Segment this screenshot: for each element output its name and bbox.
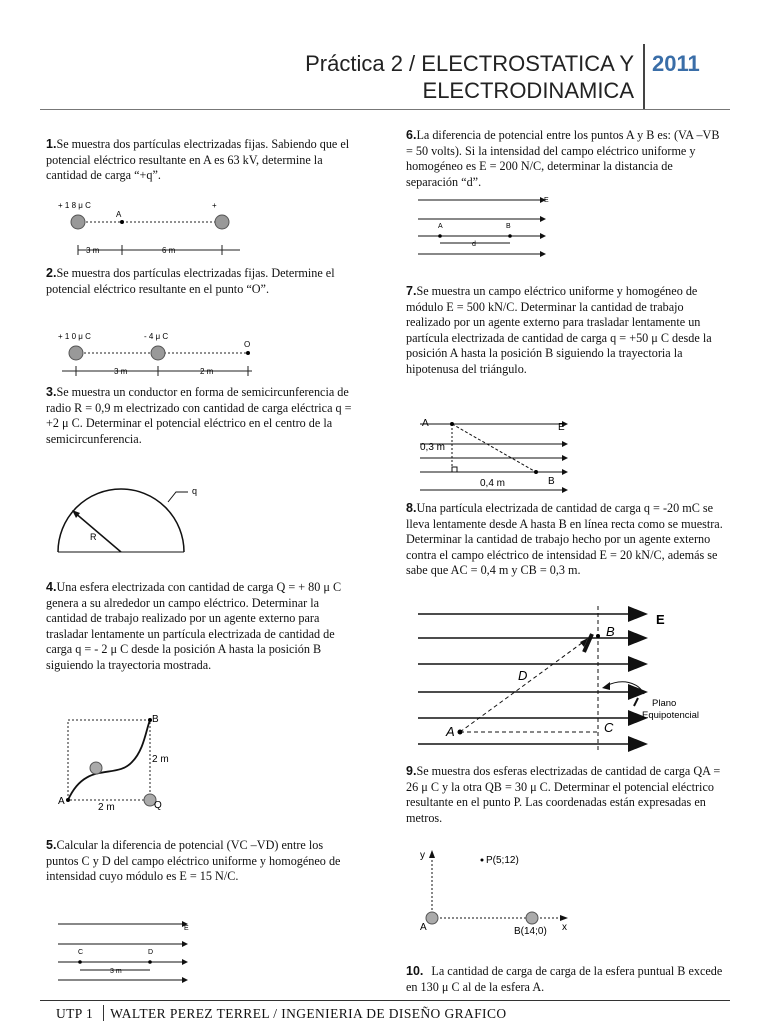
fig-label: 3 m — [110, 968, 122, 975]
problem-1 — [46, 137, 366, 184]
fig-label: B — [548, 476, 555, 487]
sphere-a — [426, 912, 438, 924]
fig-label: D — [518, 668, 528, 683]
figure-4 — [56, 710, 196, 816]
fig-label: O — [244, 340, 251, 349]
sphere-b — [526, 912, 538, 924]
problem-number: 2. — [46, 266, 57, 280]
figure-8 — [416, 602, 716, 754]
fig-label: B(14;0) — [514, 926, 547, 937]
trajectory — [68, 720, 150, 800]
problem-text: Una esfera electrizada con cantidad de carga Q = + 80 μ C genera a su alrededor un campo eléctrico. Determinar la cantidad de trabajo realizado por un agente externo para trasladar lentamente un partícula electrizada de cantidad de carga q = - 2 μ C desde la posición A hasta la posición B siguiendo la trayectoria mostrada. — [46, 580, 342, 672]
problem-4 — [46, 580, 358, 674]
problem-number: 6. — [406, 128, 417, 142]
header-divider — [643, 44, 645, 110]
point-o — [246, 351, 250, 355]
problem-2 — [46, 266, 366, 297]
fig-label: + 1 0 μ C — [58, 332, 91, 341]
page-title — [214, 50, 634, 104]
problem-text: Se muestra un conductor en forma de semicircunferencia de radio R = 0,9 m electrizado con cantidad de carga eléctrica q = +2 μ C. Determinar el potencial eléctrico en el centro de la semicircunferencia. — [46, 385, 352, 446]
problem-text: La diferencia de potencial entre los puntos A y B es: (VA –VB = 50 volts). Si la intensidad del campo eléctrico uniforme y homogéneo es E = 200 N/C, determinar la distancia de separación “d”. — [406, 128, 720, 189]
fig-label: 6 m — [162, 246, 176, 255]
problem-text: Se muestra dos partículas electrizadas fijas. Determine el potencial eléctrico resultante en el punto “O”. — [46, 266, 335, 296]
fig-label: 3 m — [114, 367, 128, 376]
fig-label: A — [438, 223, 443, 230]
fig-label: A — [422, 418, 429, 429]
problem-9 — [406, 764, 726, 826]
fig-label: D — [148, 949, 154, 956]
hypotenuse — [452, 424, 536, 472]
point-a — [120, 220, 124, 224]
problem-number: 1. — [46, 137, 57, 151]
title-line-2: ELECTRODINAMICA — [422, 78, 634, 103]
problem-number: 5. — [46, 838, 57, 852]
fig-label: + 1 8 μ C — [58, 201, 91, 210]
sphere — [151, 346, 165, 360]
particle — [90, 762, 102, 774]
header-year: 2011 — [652, 51, 700, 76]
problem-text: Calcular la diferencia de potencial (VC –VD) entre los puntos C y D del campo eléctrico uniforme y homogéneo de intensidad cuyo módulo es E = 15 N/C. — [46, 838, 341, 884]
figure-3 — [50, 482, 210, 556]
fig-label: Plano — [652, 698, 677, 709]
problem-10 — [406, 964, 726, 995]
fig-label: 2 m — [200, 367, 214, 376]
fig-label: E — [558, 422, 565, 433]
figure-7 — [418, 412, 578, 496]
fig-label: 0,4 m — [480, 478, 506, 489]
fig-label: E — [656, 612, 665, 627]
fig-label: C — [604, 720, 614, 735]
fig-label: A — [420, 922, 427, 933]
sphere — [215, 215, 229, 229]
problem-6 — [406, 128, 726, 190]
problem-number: 10. — [406, 964, 424, 978]
fig-label: A — [116, 210, 122, 219]
fig-label: B — [152, 714, 159, 725]
figure-1 — [50, 196, 250, 260]
problem-3 — [46, 385, 356, 447]
problem-text: Se muestra dos partículas electrizadas fijas. Sabiendo que el potencial eléctrico resultante en A es 63 kV, determine la cantidad de carga “+q”. — [46, 137, 350, 183]
fig-label: B — [606, 624, 615, 639]
problem-text: Una partícula electrizada de cantidad de carga q = -20 mC se lleva lentamente desde A hasta B en línea recta como se muestra. Determinar la cantidad de trabajo hecho por un agente externo contra el campo eléctrico de intensidad E = 20 kN/C, además se sabe que AC = 0,4 m y CB = 0,3 m. — [406, 501, 723, 578]
problem-number: 9. — [406, 764, 417, 778]
fig-label: q — [192, 486, 198, 496]
fig-label: E — [184, 925, 189, 932]
footer-rule — [40, 1000, 730, 1001]
problem-number: 7. — [406, 284, 417, 298]
fig-label: C — [78, 949, 84, 956]
title-line-1: Práctica 2 / ELECTROSTATICA Y — [305, 51, 634, 76]
problem-number: 3. — [46, 385, 57, 399]
figure-5 — [56, 914, 196, 990]
figure-6 — [416, 192, 556, 262]
sphere — [71, 215, 85, 229]
fig-label: 0,3 m — [420, 442, 446, 453]
fig-label: - 4 μ C — [144, 332, 169, 341]
problem-number: 8. — [406, 501, 417, 515]
fig-label: Equipotencial — [642, 710, 700, 721]
fig-label: A — [446, 724, 455, 739]
fig-label: R — [90, 532, 97, 542]
problem-text: Se muestra un campo eléctrico uniforme y homogéneo de módulo E = 500 kN/C. Determinar la cantidad de trabajo realizado por un agente externo para trasladar lentamente un partícula electrizada de cantidad de carga q = +50 μ C desde la posición A hasta la posición B siguiendo la trayectoria la hipotenusa del triángulo. — [406, 284, 712, 376]
header-rule — [40, 109, 730, 110]
figure-9 — [416, 844, 596, 938]
fig-label: A — [58, 796, 65, 807]
fig-label: y — [420, 850, 425, 861]
problem-text: La cantidad de carga de carga de la esfera puntual B excede en 130 μ C al de la esfera A. — [406, 964, 723, 994]
fig-label: 2 m — [98, 802, 115, 813]
semicircle — [58, 489, 184, 552]
fig-label: 2 m — [152, 754, 169, 765]
fig-label: 3 m — [86, 246, 100, 255]
sphere — [69, 346, 83, 360]
fig-label: + — [212, 201, 217, 210]
problem-7 — [406, 284, 726, 378]
footer-left: UTP 1 — [56, 1006, 94, 1021]
problem-text: Se muestra dos esferas electrizadas de cantidad de carga QA = 26 μ C y la otra QB = 30 μ C. Determinar el potencial eléctrico resultante en el punto P. Las coordenadas están expresadas en metros. — [406, 764, 721, 825]
figure-2 — [52, 328, 262, 378]
problem-number: 4. — [46, 580, 57, 594]
footer — [56, 1005, 507, 1022]
fig-label: Q — [154, 800, 162, 811]
problem-8 — [406, 501, 726, 579]
fig-label: x — [562, 922, 567, 933]
fig-label: d — [472, 241, 476, 248]
fig-label: E — [544, 197, 549, 204]
problem-5 — [46, 838, 358, 885]
footer-right: WALTER PEREZ TERREL / INGENIERIA DE DISEÑO GRAFICO — [110, 1006, 507, 1021]
radius-arrow — [74, 512, 121, 552]
fig-label: B — [506, 223, 511, 230]
fig-label: P(5;12) — [486, 855, 519, 866]
